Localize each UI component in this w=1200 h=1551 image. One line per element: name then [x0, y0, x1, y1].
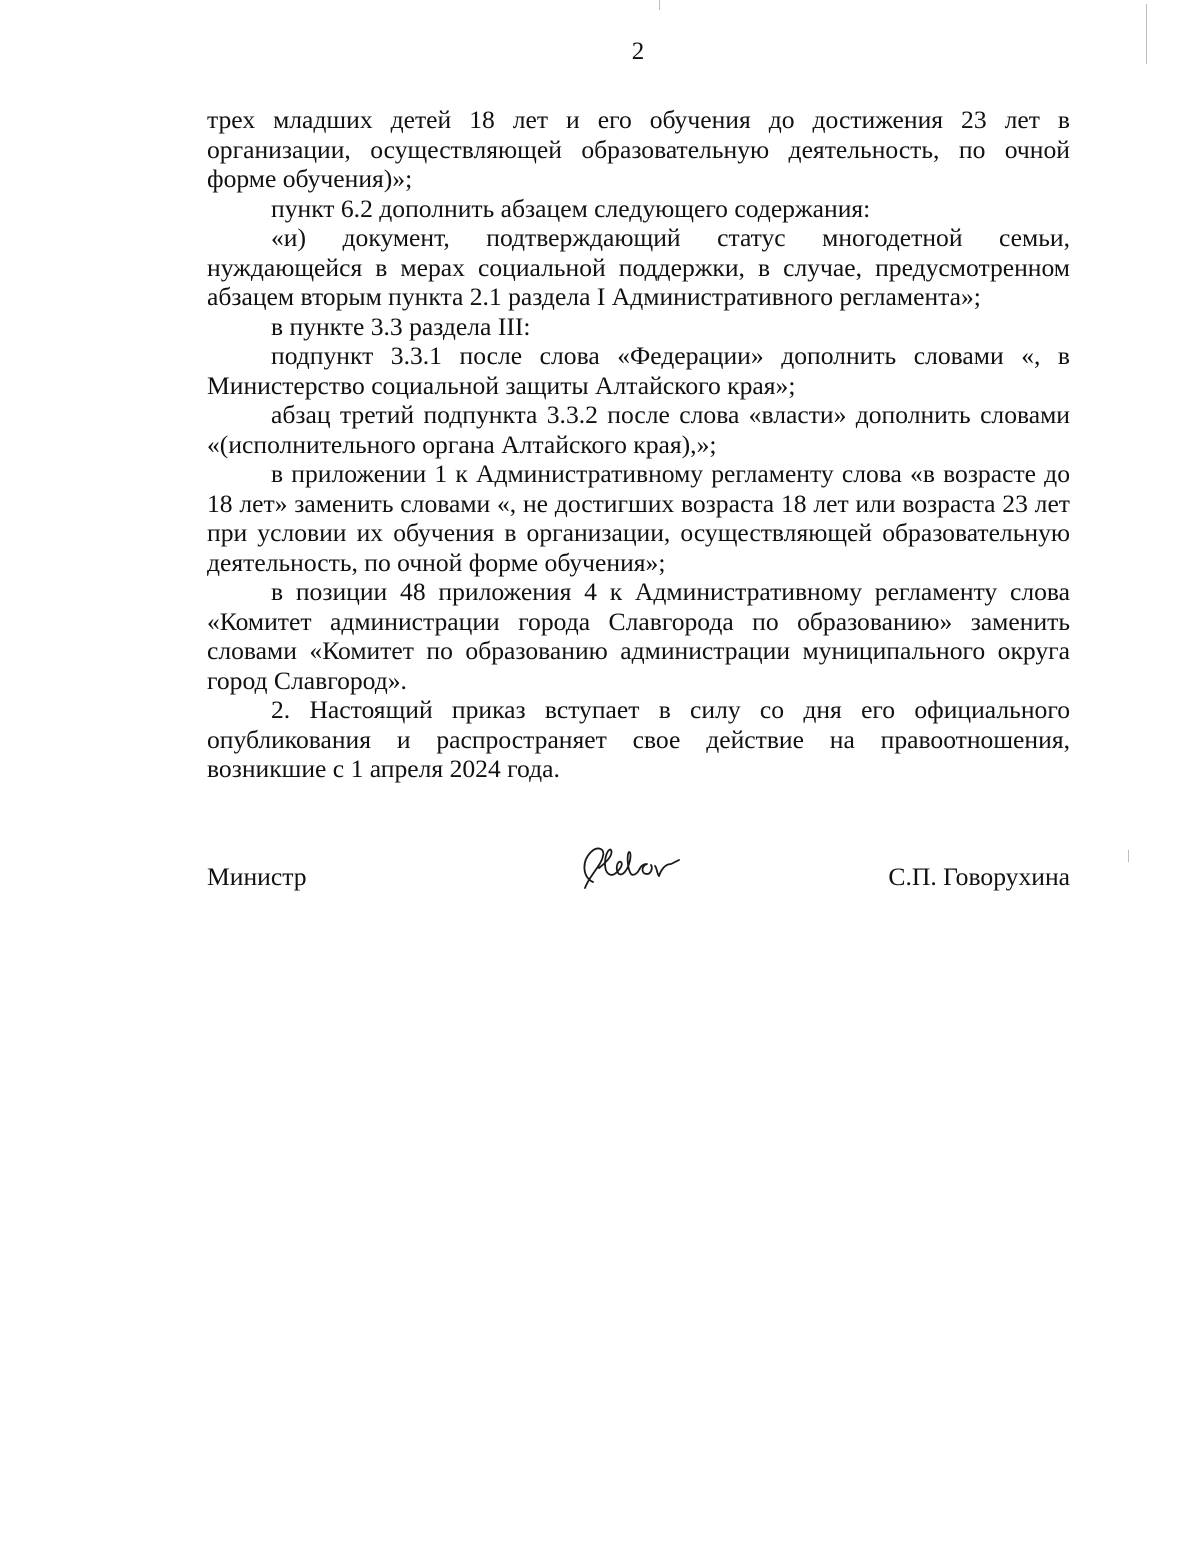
- paragraph: в пункте 3.3 раздела III:: [271, 311, 531, 341]
- signer-position: Министр: [207, 862, 307, 891]
- scan-artifact: [1128, 850, 1129, 862]
- scan-artifact: [659, 0, 660, 10]
- paragraph: в позиции 48 приложения 4 к Административному регламенту слова «Комитет администрации города Славгорода по образованию» заменить словами «Комитет по образованию администрации муниципального округа город Славгород».: [207, 577, 1070, 695]
- paragraph: абзац третий подпункта 3.3.2 после слова «власти» дополнить словами «(исполнительного органа Алтайского края),»;: [207, 400, 1070, 459]
- scan-artifact: [1146, 4, 1147, 64]
- paragraph: подпункт 3.3.1 после слова «Федерации» дополнить словами «, в Министерство социальной защиты Алтайского края»;: [207, 341, 1070, 400]
- signature-stroke: [584, 849, 679, 888]
- document-body: [207, 105, 1070, 784]
- page-number: 2: [631, 38, 645, 65]
- handwritten-signature: [575, 838, 685, 894]
- paragraph: в приложении 1 к Административному регламенту слова «в возрасте до 18 лет» заменить словами «, не достигших возраста 18 лет или возраста 23 лет при условии их обучения в организации, осуществляющей образовательную деятельность, по очной форме обучения»;: [207, 459, 1070, 577]
- effective-date-paragraph: 2. Настоящий приказ вступает в силу со дня его официального опубликования и распространяет свое действие на правоотношения, возникшие с 1 апреля 2024 года.: [207, 695, 1070, 783]
- paragraph: «и) документ, подтверждающий статус многодетной семьи, нуждающейся в мерах социальной поддержки, в случае, предусмотренном абзацем вторым пункта 2.1 раздела I Административного регламента»;: [207, 223, 1070, 311]
- paragraph: пункт 6.2 дополнить абзацем следующего содержания:: [271, 193, 871, 223]
- signer-name: С.П. Говорухина: [888, 862, 1070, 891]
- signature-block: [207, 862, 1070, 898]
- paragraph: трех младших детей 18 лет и его обучения до достижения 23 лет в организации, осуществляющей образовательную деятельность, по очной форме обучения)»;: [207, 105, 1070, 193]
